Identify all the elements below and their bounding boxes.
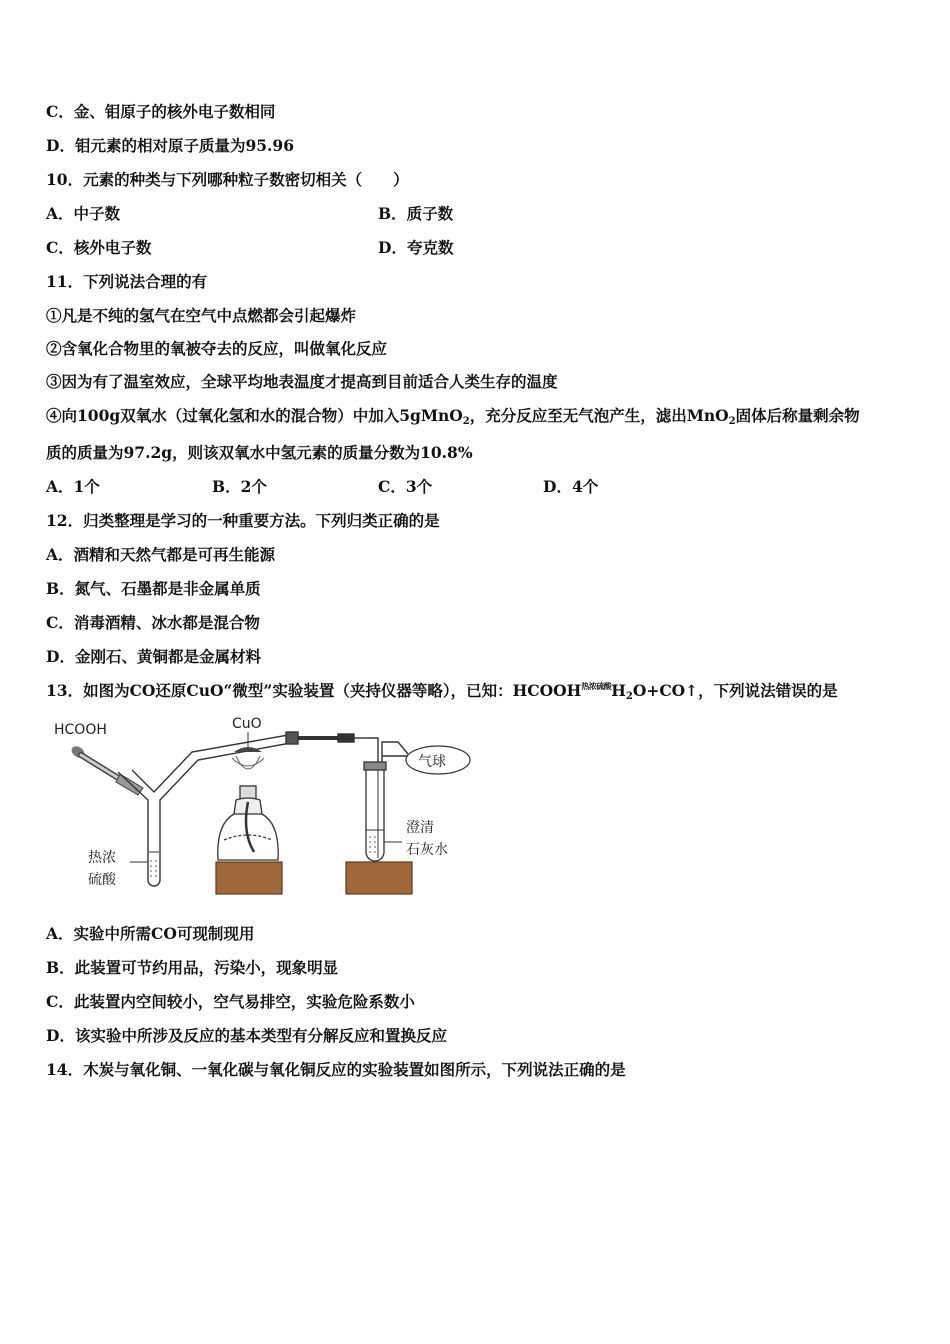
cuo-label: CuO: [232, 716, 262, 732]
q13-option-d: D．该实验中所涉及反应的基本类型有分解反应和置换反应: [46, 1026, 447, 1045]
cuo-powder: [232, 732, 264, 769]
reaction-condition: 热浓硫酸: [581, 681, 612, 691]
q11-statement-4: [46, 406, 860, 426]
q11-s4-part2: ，充分反应至无气泡产生，滤出MnO: [469, 406, 729, 425]
acid-label-2: 硫酸: [88, 872, 116, 888]
q12-option-a: A．酒精和天然气都是可再生能源: [46, 545, 276, 564]
wooden-stand-left: [216, 862, 282, 894]
option-d-q9: D．钼元素的相对原子质量为95.96: [46, 136, 294, 155]
option-c-q9: C．金、钼原子的核外电子数相同: [46, 102, 276, 121]
q13-option-b: B．此装置可节约用品，污染小，现象明显: [46, 958, 339, 977]
question-11: 11．下列说法合理的有: [46, 272, 208, 291]
acid-label-1: 热浓: [88, 850, 116, 866]
alcohol-lamp: [218, 786, 278, 860]
q12-option-c: C．消毒酒精、冰水都是混合物: [46, 613, 260, 632]
q11-s4-part3: 固体后称量剩余物: [735, 406, 860, 425]
q11-option-c: C．3个: [378, 477, 433, 496]
q11-s4-part1: ④向100g双氧水（过氧化氢和水的混合物）中加入5gMnO: [46, 406, 463, 425]
subscript-2: 2: [625, 691, 633, 702]
q11-option-a: A．1个: [46, 477, 100, 496]
limewater-label-1: 澄清: [406, 820, 434, 836]
q10-option-a: A．中子数: [46, 204, 121, 223]
q12-option-d: D．金刚石、黄铜都是金属材料: [46, 647, 261, 666]
q10-option-c: C．核外电子数: [46, 238, 152, 257]
test-tube: [364, 762, 386, 861]
q13-part2: H: [611, 681, 626, 700]
acid-liquid: [149, 852, 159, 878]
q11-option-b: B．2个: [212, 477, 267, 496]
limewater-label-2: 石灰水: [406, 842, 448, 858]
q11-statement-1: ①凡是不纯的氢气在空气中点燃都会引起爆炸: [46, 306, 357, 325]
subscript-2: 2: [462, 416, 470, 427]
question-14: 14．木炭与氧化铜、一氧化碳与氧化铜反应的实验装置如图所示，下列说法正确的是: [46, 1060, 626, 1079]
question-12: 12．归类整理是学习的一种重要方法。下列归类正确的是: [46, 511, 440, 530]
q11-statement-3: ③因为有了温室效应，全球平均地表温度才提高到目前适合人类生存的温度: [46, 372, 558, 391]
balloon-label: 气球: [418, 754, 446, 770]
question-10: 10．元素的种类与下列哪种粒子数密切相关（ ）: [46, 170, 409, 189]
co-reduction-apparatus-figure: [48, 712, 478, 902]
q13-option-a: A．实验中所需CO可现制现用: [46, 924, 255, 943]
q13-option-c: C．此装置内空间较小，空气易排空，实验危险系数小: [46, 992, 415, 1011]
wooden-stand-right: [346, 862, 412, 894]
subscript-2: 2: [728, 416, 736, 427]
q12-option-b: B．氮气、石墨都是非金属单质: [46, 579, 261, 598]
q11-option-d: D．4个: [543, 477, 599, 496]
hcooh-label: HCOOH: [54, 722, 107, 738]
q11-statement-4-cont: 质的质量为97.2g，则该双氧水中氢元素的质量分数为10.8%: [46, 443, 473, 462]
q10-option-b: B．质子数: [378, 204, 454, 223]
balloon: [406, 746, 470, 774]
question-13: [46, 681, 838, 703]
q13-part1: 13．如图为CO还原CuO“微型”实验装置（夹持仪器等略），已知：HCOOH: [46, 681, 582, 700]
q11-statement-2: ②含氧化合物里的氧被夺去的反应，叫做氧化反应: [46, 339, 388, 358]
q10-option-d: D．夸克数: [378, 238, 454, 257]
q13-part3: O+CO↑，下列说法错误的是: [632, 681, 838, 700]
dropper: [69, 744, 143, 795]
